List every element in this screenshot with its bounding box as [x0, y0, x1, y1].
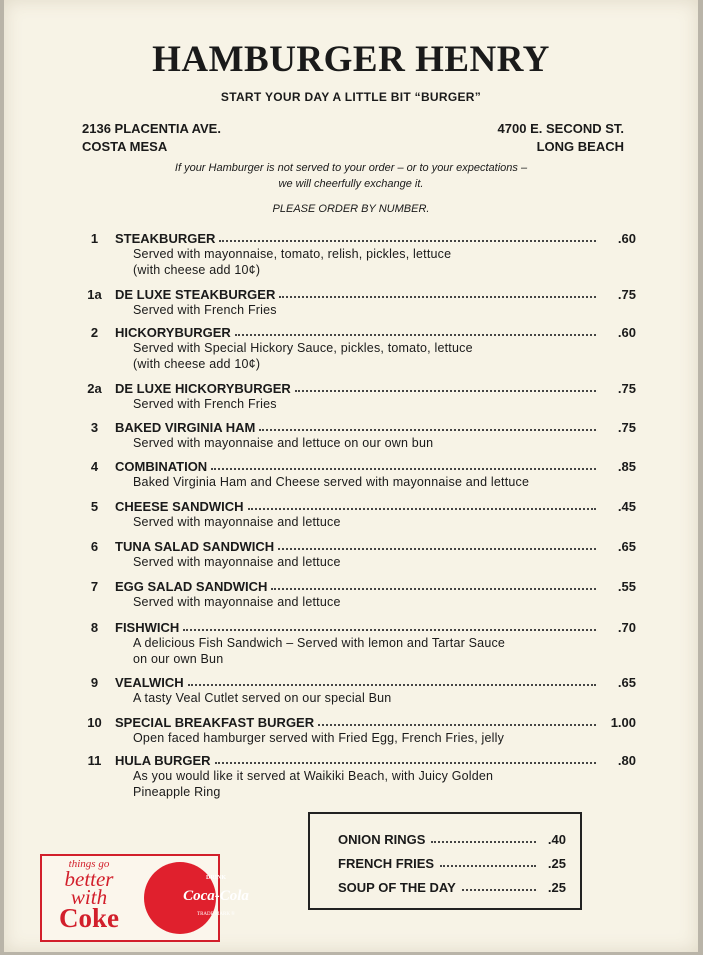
item-name: FISHWICH: [115, 620, 180, 635]
item-price: .75: [617, 420, 636, 435]
item-number: 5: [90, 499, 99, 514]
dot-leader: [215, 761, 596, 764]
order-instruction: PLEASE ORDER BY NUMBER.: [272, 203, 430, 215]
coke-slogan: [46, 858, 132, 933]
menu-item-row: [74, 715, 636, 730]
slogan-line: Coke: [59, 903, 119, 933]
menu-item: [74, 381, 636, 412]
logo-drink-text: DRINK: [205, 875, 226, 881]
menu-item-row: [74, 753, 636, 768]
item-price: .55: [617, 579, 636, 594]
item-price: .75: [617, 381, 636, 396]
item-description: Served with mayonnaise and lettuce: [133, 515, 341, 529]
side-item: [338, 856, 566, 871]
dot-leader: [271, 587, 596, 590]
sides-box: [308, 812, 582, 910]
item-name: DE LUXE STEAKBURGER: [115, 287, 276, 302]
menu-item: [74, 753, 636, 800]
address-street: 2136 PLACENTIA AVE.: [82, 121, 221, 136]
side-item: [338, 832, 566, 847]
item-name: HICKORYBURGER: [115, 325, 231, 340]
menu-item: [74, 287, 636, 318]
item-number: 4: [90, 459, 99, 474]
menu-item-row: [74, 420, 636, 435]
menu-item: [74, 459, 636, 490]
side-name: SOUP OF THE DAY: [338, 880, 456, 895]
menu-sheet: [4, 0, 698, 952]
menu-item: [74, 231, 636, 278]
dot-leader: [188, 683, 596, 686]
item-number: 3: [90, 420, 99, 435]
item-name: STEAKBURGER: [115, 231, 216, 246]
dot-leader: [431, 840, 536, 843]
side-name: ONION RINGS: [338, 832, 426, 847]
dot-leader: [211, 467, 596, 470]
item-name: BAKED VIRGINIA HAM: [115, 420, 256, 435]
guarantee-line: we will cheerfully exchange it.: [278, 178, 424, 190]
item-number: 9: [90, 675, 99, 690]
item-price: .45: [617, 499, 636, 514]
dot-leader: [279, 295, 596, 298]
item-description: Served with mayonnaise and lettuce: [133, 595, 341, 609]
menu-item: [74, 675, 636, 706]
item-number: 10: [87, 715, 102, 730]
item-number: 11: [87, 753, 102, 768]
slogan-line: better with: [64, 867, 114, 909]
item-price: 1.00: [610, 715, 636, 730]
dot-leader: [318, 723, 596, 726]
item-description: A delicious Fish Sandwich – Served with lemon and Tartar Sauce on our own Bun: [133, 636, 506, 666]
item-name: VEALWICH: [115, 675, 184, 690]
menu-item: [74, 499, 636, 530]
menu-item-row: [74, 620, 636, 635]
dot-leader: [462, 888, 536, 891]
side-price: .25: [547, 880, 566, 895]
item-price: .80: [617, 753, 636, 768]
logo-brand-text: Coca-Cola: [183, 888, 249, 904]
dot-leader: [235, 333, 596, 336]
item-name: CHEESE SANDWICH: [115, 499, 244, 514]
item-number: 2a: [87, 381, 102, 396]
address-long-beach: [498, 120, 624, 156]
coke-advertisement: [40, 854, 249, 942]
address-costa-mesa: [82, 120, 221, 156]
dot-leader: [440, 864, 536, 867]
dot-leader: [278, 547, 596, 550]
address-city: COSTA MESA: [82, 139, 168, 154]
menu-item: [74, 539, 636, 570]
guarantee-note: [4, 160, 698, 192]
logo-trademark-text: TRADE MARK ®: [197, 912, 235, 917]
item-description: Served with French Fries: [133, 303, 277, 317]
item-name: TUNA SALAD SANDWICH: [115, 539, 275, 554]
menu-item-row: [74, 325, 636, 340]
menu-item: [74, 579, 636, 610]
item-name: COMBINATION: [115, 459, 208, 474]
item-description: Served with French Fries: [133, 397, 277, 411]
side-item: [338, 880, 566, 895]
menu-item-row: [74, 499, 636, 514]
side-price: .40: [547, 832, 566, 847]
item-description: Baked Virginia Ham and Cheese served with mayonnaise and lettuce: [133, 475, 530, 489]
restaurant-title: HAMBURGER HENRY: [152, 39, 550, 80]
item-number: 1: [90, 231, 99, 246]
item-number: 8: [90, 620, 99, 635]
menu-item-row: [74, 231, 636, 246]
item-description: Served with mayonnaise, tomato, relish, pickles, lettuce (with cheese add 10¢): [133, 247, 452, 277]
item-description: A tasty Veal Cutlet served on our special Bun: [133, 691, 392, 705]
tagline: START YOUR DAY A LITTLE BIT “BURGER”: [220, 90, 482, 104]
item-name: EGG SALAD SANDWICH: [115, 579, 268, 594]
item-number: 2: [90, 325, 99, 340]
item-description: Served with mayonnaise and lettuce on our own bun: [133, 436, 434, 450]
item-price: .65: [617, 675, 636, 690]
menu-item-row: [74, 381, 636, 396]
slogan-line: things go: [68, 858, 110, 870]
coca-cola-logo: [144, 862, 249, 934]
menu-item: [74, 420, 636, 451]
dot-leader: [183, 628, 596, 631]
menu-item-row: [74, 675, 636, 690]
address-city: LONG BEACH: [536, 139, 624, 154]
menu-item: [74, 620, 636, 667]
item-name: DE LUXE HICKORYBURGER: [115, 381, 291, 396]
dot-leader: [248, 507, 596, 510]
dot-leader: [219, 239, 596, 242]
item-name: SPECIAL BREAKFAST BURGER: [115, 715, 315, 730]
item-price: .75: [617, 287, 636, 302]
side-name: FRENCH FRIES: [338, 856, 435, 871]
menu-item-row: [74, 287, 636, 302]
side-price: .25: [547, 856, 566, 871]
menu-item-row: [74, 539, 636, 554]
item-number: 1a: [87, 287, 102, 302]
dot-leader: [259, 428, 596, 431]
menu-item: [74, 715, 636, 746]
menu-item: [74, 325, 636, 372]
item-number: 7: [90, 579, 99, 594]
item-description: As you would like it served at Waikiki Beach, with Juicy Golden Pineapple Ring: [133, 769, 494, 799]
item-number: 6: [90, 539, 99, 554]
guarantee-line: If your Hamburger is not served to your order – or to your expectations –: [174, 162, 528, 174]
item-price: .65: [617, 539, 636, 554]
item-name: HULA BURGER: [115, 753, 211, 768]
item-description: Served with mayonnaise and lettuce: [133, 555, 341, 569]
item-price: .60: [617, 231, 636, 246]
item-price: .60: [617, 325, 636, 340]
address-street: 4700 E. SECOND ST.: [497, 121, 624, 136]
dot-leader: [295, 389, 596, 392]
menu-item-row: [74, 459, 636, 474]
menu-item-row: [74, 579, 636, 594]
item-price: .70: [617, 620, 636, 635]
item-description: Open faced hamburger served with Fried Egg, French Fries, jelly: [133, 731, 505, 745]
item-description: Served with Special Hickory Sauce, pickles, tomato, lettuce (with cheese add 10¢): [133, 341, 473, 371]
item-price: .85: [617, 459, 636, 474]
